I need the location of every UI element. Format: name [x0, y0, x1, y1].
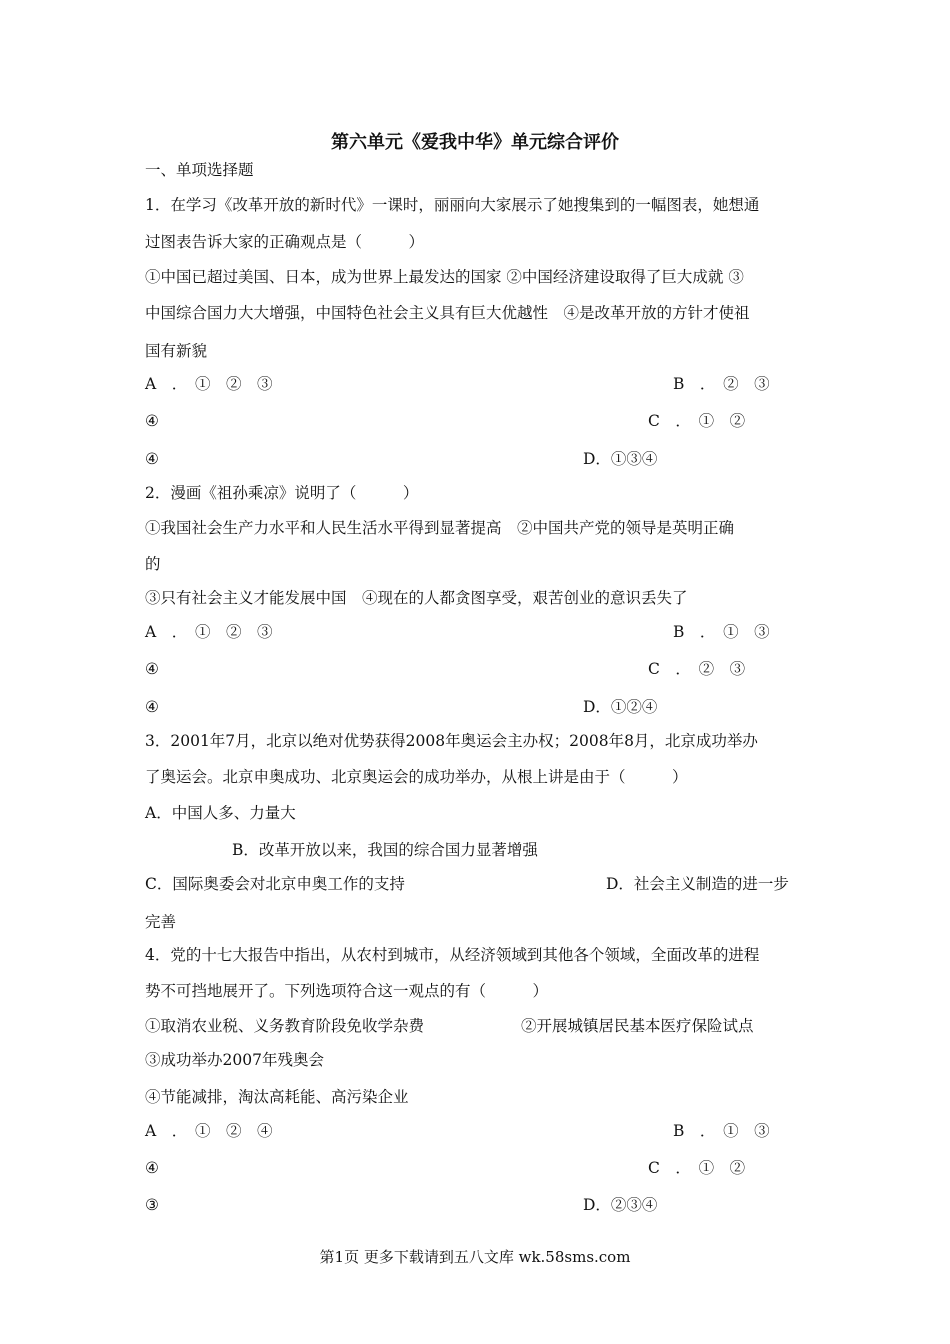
q2-line-3: 的: [145, 555, 161, 573]
q4-item-2: ②开展城镇居民基本医疗保险试点: [521, 1017, 754, 1035]
q3-option-c: C．国际奥委会对北京申奥工作的支持: [145, 875, 405, 893]
q3-option-d-cont: 完善: [145, 913, 177, 931]
page-footer: 第1页 更多下载请到五八文库 wk.58sms.com: [319, 1248, 631, 1266]
q2-option-c: C ． ② ③: [648, 660, 746, 678]
q2-option-a: A ． ① ② ③: [145, 623, 273, 641]
q2-line-2: ①我国社会生产力水平和人民生活水平得到显著提高 ②中国共产党的领导是英明正确: [145, 519, 735, 537]
q1-option-a: A ． ① ② ③: [145, 375, 273, 393]
q1-option-a-cont: ④: [145, 412, 159, 430]
q4-item-3: ③成功举办2007年残奥会: [145, 1051, 324, 1069]
q4-line-2: 势不可挡地展开了。下列选项符合这一观点的有（ ）: [145, 982, 549, 1000]
q1-line-4: 中国综合国力大大增强，中国特色社会主义具有巨大优越性 ④是改革开放的方针才使祖: [145, 304, 750, 322]
q2-option-c-cont: ④: [145, 698, 159, 716]
q4-item-4: ④节能减排，淘汰高耗能、高污染企业: [145, 1088, 409, 1106]
q4-option-d: D．②③④: [583, 1196, 658, 1214]
q4-item-1: ①取消农业税、义务教育阶段免收学杂费: [145, 1017, 425, 1035]
q1-option-c: C ． ① ②: [648, 412, 746, 430]
q1-line-5: 国有新貌: [145, 342, 208, 360]
q4-option-a: A ． ① ② ④: [145, 1122, 273, 1140]
q4-option-b: B ． ① ③: [673, 1122, 770, 1140]
q2-option-b: B ． ① ③: [673, 623, 770, 641]
q1-option-b: B ． ② ③: [673, 375, 770, 393]
q2-line-4: ③只有社会主义才能发展中国 ④现在的人都贪图享受，艰苦创业的意识丢失了: [145, 589, 688, 607]
q1-line-3: ①中国已超过美国、日本，成为世界上最发达的国家 ②中国经济建设取得了巨大成就 ③: [145, 268, 744, 286]
q3-line-1: 3．2001年7月，北京以绝对优势获得2008年奥运会主办权；2008年8月，北京成功举办: [145, 732, 758, 750]
q3-option-b: B．改革开放以来，我国的综合国力显著增强: [232, 841, 538, 859]
q4-line-1: 4．党的十七大报告中指出，从农村到城市，从经济领域到其他各个领域，全面改革的进程: [145, 946, 760, 964]
page-title: 第六单元《爱我中华》单元综合评价: [331, 132, 619, 153]
q1-option-d: D．①③④: [583, 450, 658, 468]
q1-option-c-cont: ④: [145, 450, 159, 468]
q4-option-a-cont: ④: [145, 1159, 159, 1177]
q2-option-a-cont: ④: [145, 660, 159, 678]
q3-option-d: D．社会主义制造的进一步: [606, 875, 789, 893]
q3-option-a: A．中国人多、力量大: [145, 804, 296, 822]
q4-option-c: C ． ① ②: [648, 1159, 746, 1177]
section-heading: 一、单项选择题: [145, 161, 254, 179]
q3-line-2: 了奥运会。北京申奥成功、北京奥运会的成功举办，从根上讲是由于（ ）: [145, 768, 688, 786]
q2-option-d: D．①②④: [583, 698, 658, 716]
q1-line-2: 过图表告诉大家的正确观点是（ ）: [145, 233, 425, 251]
q4-option-c-cont: ③: [145, 1196, 159, 1214]
q1-line-1: 1．在学习《改革开放的新时代》一课时，丽丽向大家展示了她搜集到的一幅图表，她想通: [145, 196, 760, 214]
q2-line-1: 2．漫画《祖孙乘凉》说明了（ ）: [145, 484, 419, 502]
